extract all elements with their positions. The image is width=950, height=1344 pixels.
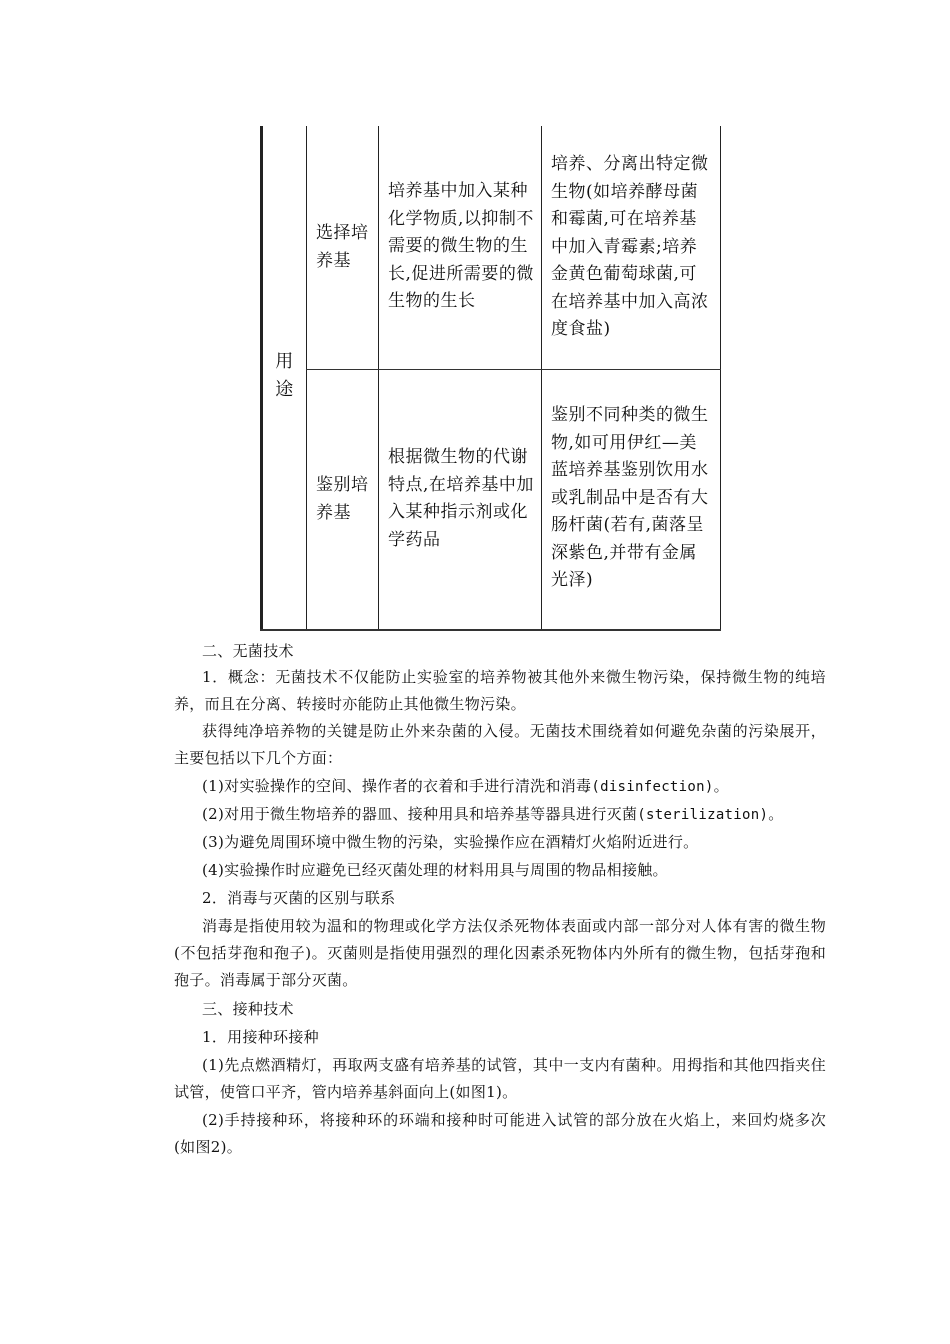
table-border-bottom [260, 629, 721, 631]
subheading: 1．概念： [202, 668, 276, 686]
table-row-example: 鉴别不同种类的微生物,如可用伊红—美蓝培养基鉴别饮用水或乳制品中是否有大肠杆菌(若有,菌落呈深紫色,并带有金属光泽) [551, 405, 709, 590]
term-english: (sterilization) [637, 807, 769, 823]
section-heading: 二、无菌技术 [202, 642, 294, 660]
row-divider [306, 369, 721, 370]
paragraph: 获得纯净培养物的关键是防止外来杂菌的入侵。无菌技术围绕着如何避免杂菌的污染展开，主要包括以下几个方面： [174, 722, 826, 767]
table-row-principle: 根据微生物的代谢特点,在培养基中加入某种指示剂或化学药品 [388, 447, 534, 550]
table-border-right [720, 126, 721, 631]
table-divider [378, 126, 379, 631]
culture-medium-table [260, 126, 721, 631]
paragraph: 消毒是指使用较为温和的物理或化学方法仅杀死物体表面或内部一部分对人体有害的微生物(不包括芽孢和孢子)。灭菌则是指使用强烈的理化因素杀死物体内外所有的微生物，包括芽孢和孢子。消毒属于部分灭菌。 [174, 917, 826, 989]
table-row-type: 选择培养基 [316, 223, 369, 271]
table-divider [541, 126, 542, 631]
list-item [174, 801, 826, 829]
list-item: (4)实验操作时应避免已经灭菌处理的材料用具与周围的物品相接触。 [202, 861, 668, 879]
term-english: (disinfection) [591, 779, 714, 795]
punctuation: 。 [713, 777, 729, 795]
list-item: (3)为避免周围环境中微生物的污染，实验操作应在酒精灯火焰附近进行。 [202, 833, 699, 851]
paragraph: (2)手持接种环，将接种环的环端和接种时可能进入试管的部分放在火焰上，来回灼烧多次(如图2)。 [174, 1111, 826, 1156]
table-row-type: 鉴别培养基 [316, 475, 369, 523]
punctuation: 。 [768, 805, 784, 823]
paragraph: (1)先点燃酒精灯，再取两支盛有培养基的试管，其中一支内有菌种。用拇指和其他四指夹住试管，使管口平齐，管内培养基斜面向上(如图1)。 [174, 1056, 826, 1101]
paragraph [174, 664, 826, 718]
list-item-text: (1)对实验操作的空间、操作者的衣着和手进行清洗和消毒 [202, 777, 592, 795]
table-row-principle: 培养基中加入某种化学物质,以抑制不需要的微生物的生长,促进所需要的微生物的生长 [388, 181, 534, 311]
subheading: 2．消毒与灭菌的区别与联系 [202, 889, 396, 907]
table-divider [306, 126, 307, 631]
paragraph-text: 无菌技术不仅能防止实验室的培养物被其他外来微生物污染，保持微生物的纯培养，而且在分离、转接时亦能防止其他微生物污染。 [174, 668, 826, 713]
section-heading: 三、接种技术 [202, 1000, 294, 1018]
list-item-text: (2)对用于微生物培养的器皿、接种用具和培养基等器具进行灭菌 [202, 805, 638, 823]
subheading: 1．用接种环接种 [202, 1028, 319, 1046]
table-row-example: 培养、分离出特定微生物(如培养酵母菌和霉菌,可在培养基中加入青霉素;培养金黄色葡萄球菌,可在培养基中加入高浓度食盐) [551, 154, 709, 339]
list-item [174, 773, 826, 801]
group-label: 用途 [275, 351, 294, 400]
